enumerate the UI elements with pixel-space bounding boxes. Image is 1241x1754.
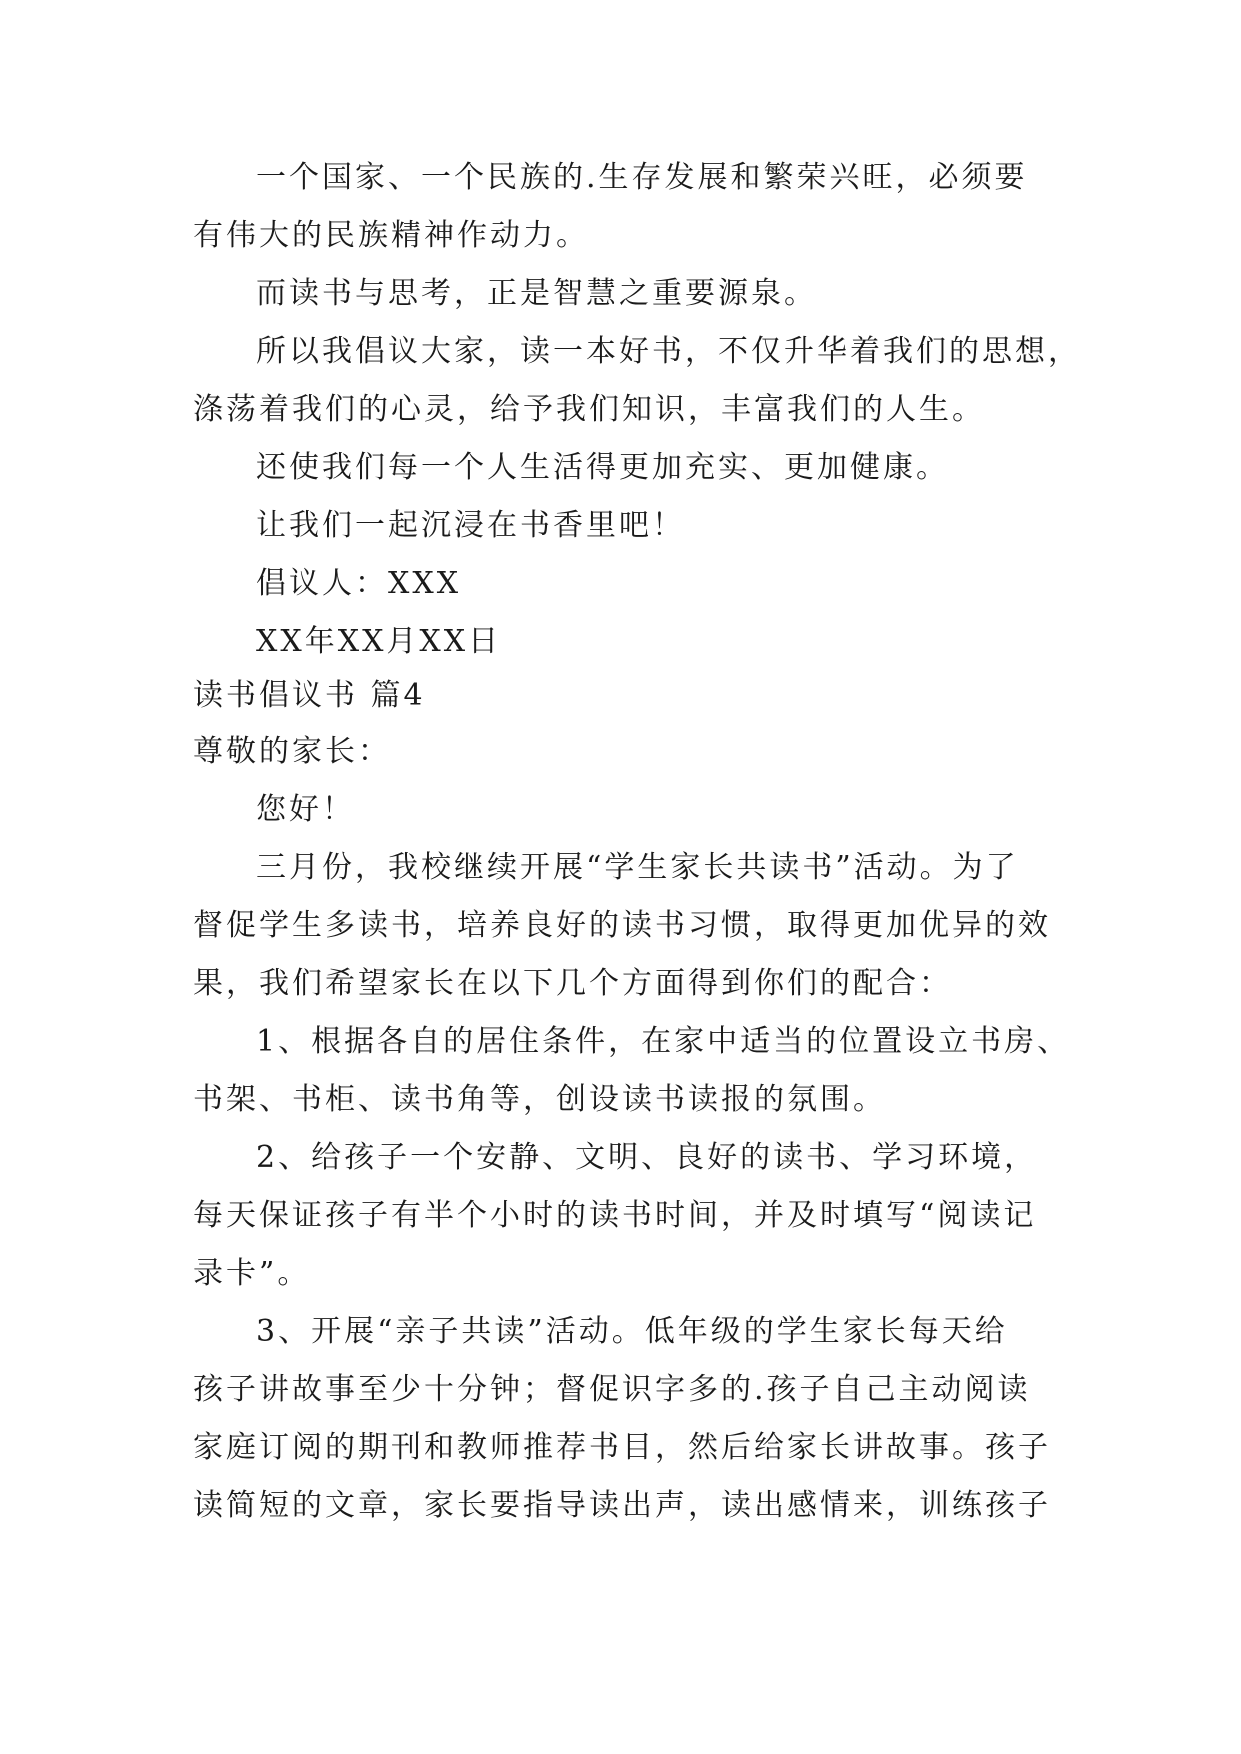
list-item-line: 家庭订阅的期刊和教师推荐书目，然后给家长讲故事。孩子 — [193, 1430, 1051, 1465]
greeting: 您好！ — [256, 792, 355, 827]
list-item-line: 3、开展“亲子共读”活动。低年级的学生家长每天给 — [256, 1314, 1008, 1349]
list-item-line: 读简短的文章，家长要指导读出声，读出感情来，训练孩子 — [193, 1488, 1051, 1523]
list-item-line: 书架、书柜、读书角等，创设读书读报的氛围。 — [193, 1082, 886, 1117]
paragraph-line: 而读书与思考，正是智慧之重要源泉。 — [256, 276, 817, 311]
list-item-line: 孩子讲故事至少十分钟；督促识字多的.孩子自己主动阅读 — [193, 1372, 1031, 1407]
list-item-line: 1、根据各自的居住条件，在家中适当的位置设立书房、 — [256, 1024, 1071, 1059]
paragraph-line: 一个国家、一个民族的.生存发展和繁荣兴旺，必须要 — [256, 160, 1028, 195]
paragraph-line: 涤荡着我们的心灵，给予我们知识，丰富我们的人生。 — [193, 392, 985, 427]
paragraph-line: 督促学生多读书，培养良好的读书习惯，取得更加优异的效 — [193, 908, 1051, 943]
paragraph-line: 让我们一起沉浸在书香里吧！ — [256, 508, 685, 543]
paragraph-line: 有伟大的民族精神作动力。 — [193, 218, 589, 253]
list-item-line: 录卡”。 — [193, 1256, 311, 1291]
section-heading: 读书倡议书 篇4 — [193, 678, 426, 713]
list-item-line: 每天保证孩子有半个小时的读书时间，并及时填写“阅读记 — [193, 1198, 1037, 1233]
paragraph-line: 果，我们希望家长在以下几个方面得到你们的配合： — [193, 966, 952, 1001]
paragraph-line: 三月份，我校继续开展“学生家长共读书”活动。为了 — [256, 850, 1019, 885]
paragraph-line: 所以我倡议大家，读一本好书，不仅升华着我们的思想， — [256, 334, 1081, 369]
paragraph-line: 还使我们每一个人生活得更加充实、更加健康。 — [256, 450, 949, 485]
date-line: XX年XX月XX日 — [256, 624, 502, 659]
signature-line: 倡议人：XXX — [256, 566, 462, 601]
salutation: 尊敬的家长： — [193, 734, 391, 769]
list-item-line: 2、给孩子一个安静、文明、良好的读书、学习环境， — [256, 1140, 1038, 1175]
